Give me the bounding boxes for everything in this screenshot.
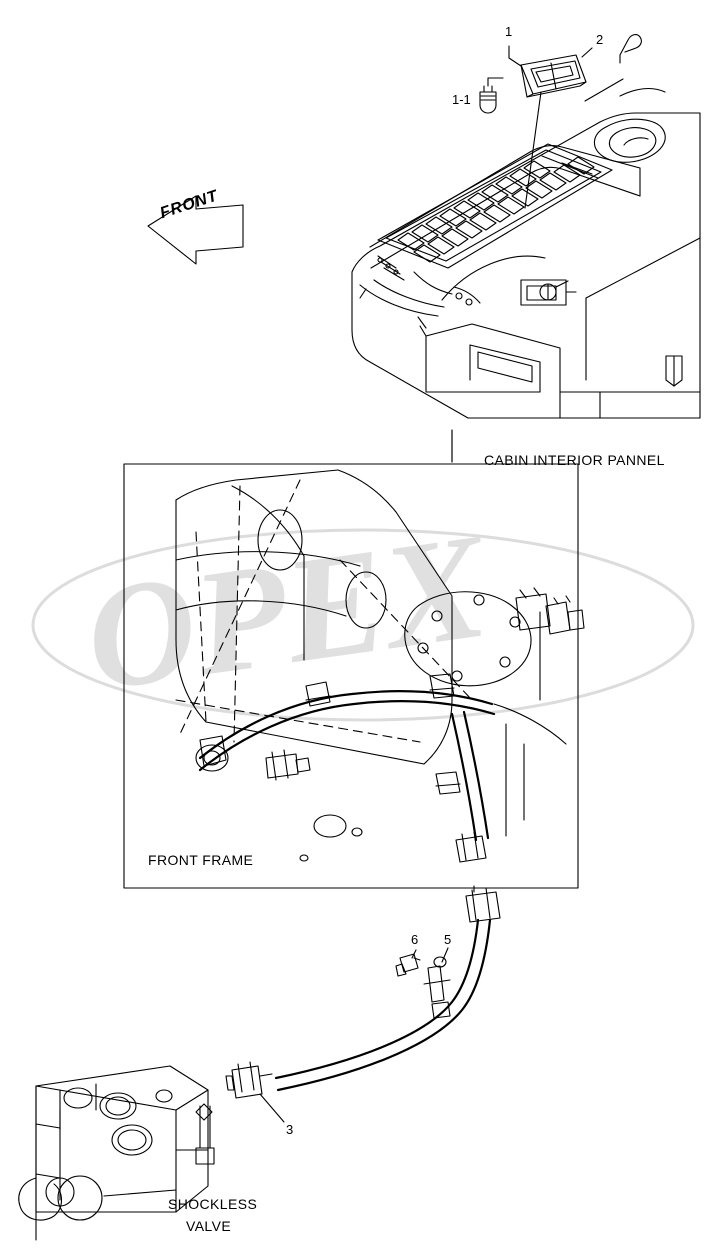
section-label-cabin-interior-pannel: CABIN INTERIOR PANNEL (484, 452, 665, 468)
lower-hose-assembly (19, 886, 500, 1240)
section-label-shockless: SHOCKLESS (168, 1196, 258, 1212)
callout-1: 1 (505, 24, 513, 39)
cabin-interior-assembly (352, 35, 700, 462)
front-frame-assembly (176, 470, 584, 862)
callout-2: 2 (596, 32, 604, 47)
section-label-valve: VALVE (186, 1218, 232, 1234)
callout-3: 3 (286, 1122, 294, 1137)
callout-6: 6 (411, 932, 419, 947)
leader-lines (260, 948, 448, 1122)
front-frame-box (124, 464, 578, 888)
callout-1-1: 1-1 (452, 92, 471, 107)
section-label-front-frame: FRONT FRAME (148, 852, 254, 868)
svg-text:OPEX: OPEX (76, 502, 496, 723)
front-direction-label: FRONT (158, 187, 221, 223)
callout-5: 5 (444, 932, 452, 947)
